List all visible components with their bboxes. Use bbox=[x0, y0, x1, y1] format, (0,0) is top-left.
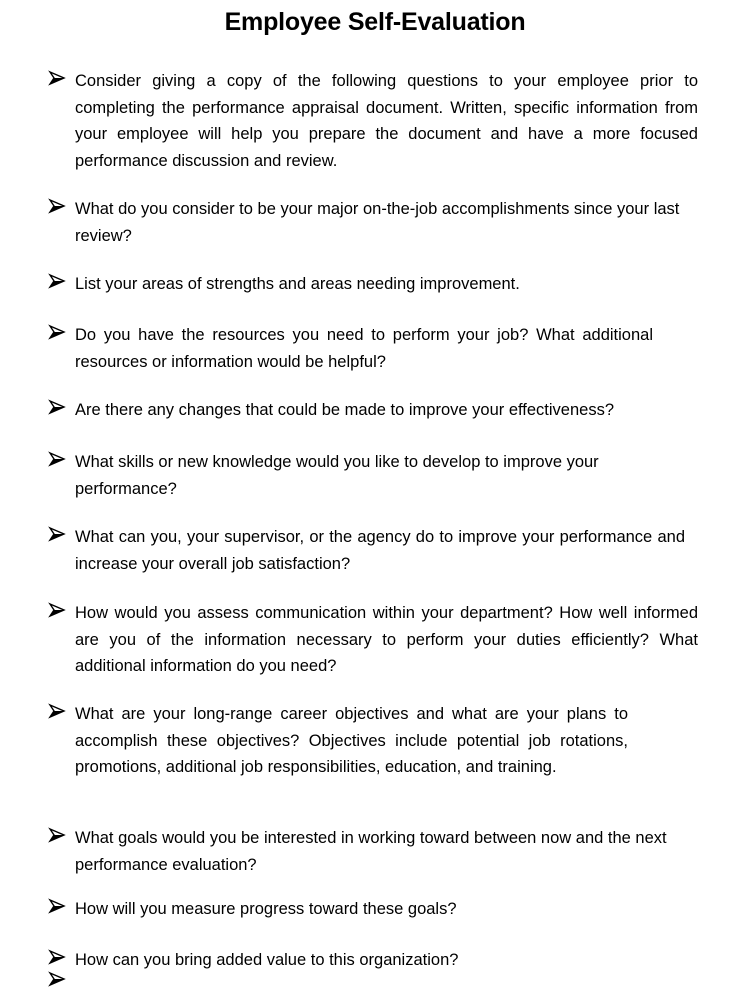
list-item-text: What skills or new knowledge would you like to develop to improve your performance? bbox=[75, 453, 599, 498]
arrowhead-bullet-icon bbox=[48, 451, 66, 467]
arrowhead-bullet-icon bbox=[48, 971, 66, 987]
list-item-text: Are there any changes that could be made to improve your effectiveness? bbox=[75, 401, 615, 419]
list-item bbox=[48, 271, 698, 298]
arrowhead-bullet-icon bbox=[48, 399, 66, 415]
arrowhead-bullet-icon bbox=[48, 324, 66, 340]
arrowhead-bullet-icon bbox=[48, 273, 66, 289]
document-title: Employee Self-Evaluation bbox=[224, 8, 526, 36]
arrowhead-bullet-icon bbox=[48, 526, 66, 542]
arrowhead-bullet-icon bbox=[48, 198, 66, 214]
arrowhead-bullet-icon bbox=[48, 827, 66, 843]
arrowhead-bullet-icon bbox=[48, 602, 66, 618]
list-item bbox=[48, 701, 628, 781]
list-item-text: What can you, your supervisor, or the agency do to improve your performance and increase your overall job satisfaction? bbox=[75, 528, 685, 573]
list-item-text: How will you measure progress toward these goals? bbox=[75, 900, 457, 918]
arrowhead-bullet-icon bbox=[48, 70, 66, 86]
list-item-text: Do you have the resources you need to perform your job? What additional resources or information would be helpful? bbox=[75, 326, 653, 371]
list-item bbox=[48, 825, 713, 878]
list-item bbox=[48, 449, 638, 502]
arrowhead-bullet-icon bbox=[48, 898, 66, 914]
list-item-text: List your areas of strengths and areas needing improvement. bbox=[75, 275, 520, 293]
list-item bbox=[48, 196, 698, 249]
list-item bbox=[48, 896, 698, 923]
list-item-text: How can you bring added value to this organization? bbox=[75, 951, 459, 969]
list-item-text: What do you consider to be your major on-the-job accomplishments since your last review? bbox=[75, 200, 680, 245]
list-item bbox=[48, 322, 653, 375]
list-item-text: Consider giving a copy of the following questions to your employee prior to completing the performance appraisal document. Written, specific information from your employee will help you prepare the document and have a more focused performance discussion and review. bbox=[75, 72, 698, 170]
list-item-text: How would you assess communication within your department? How well informed are you of the information necessary to perform your duties efficiently? What additional information do you need? bbox=[75, 604, 698, 675]
list-item bbox=[48, 68, 698, 174]
arrowhead-bullet-icon bbox=[48, 949, 66, 965]
list-item bbox=[48, 524, 685, 577]
list-item-text: What are your long-range career objectives and what are your plans to accomplish these objectives? Objectives include potential job rotations, promotions, additional job responsibilities, education, and training. bbox=[75, 705, 628, 776]
list-item-text: What goals would you be interested in working toward between now and the next performance evaluation? bbox=[75, 829, 667, 874]
list-item bbox=[48, 600, 698, 680]
list-item bbox=[48, 947, 698, 974]
arrowhead-bullet-icon bbox=[48, 703, 66, 719]
list-item bbox=[48, 397, 698, 424]
